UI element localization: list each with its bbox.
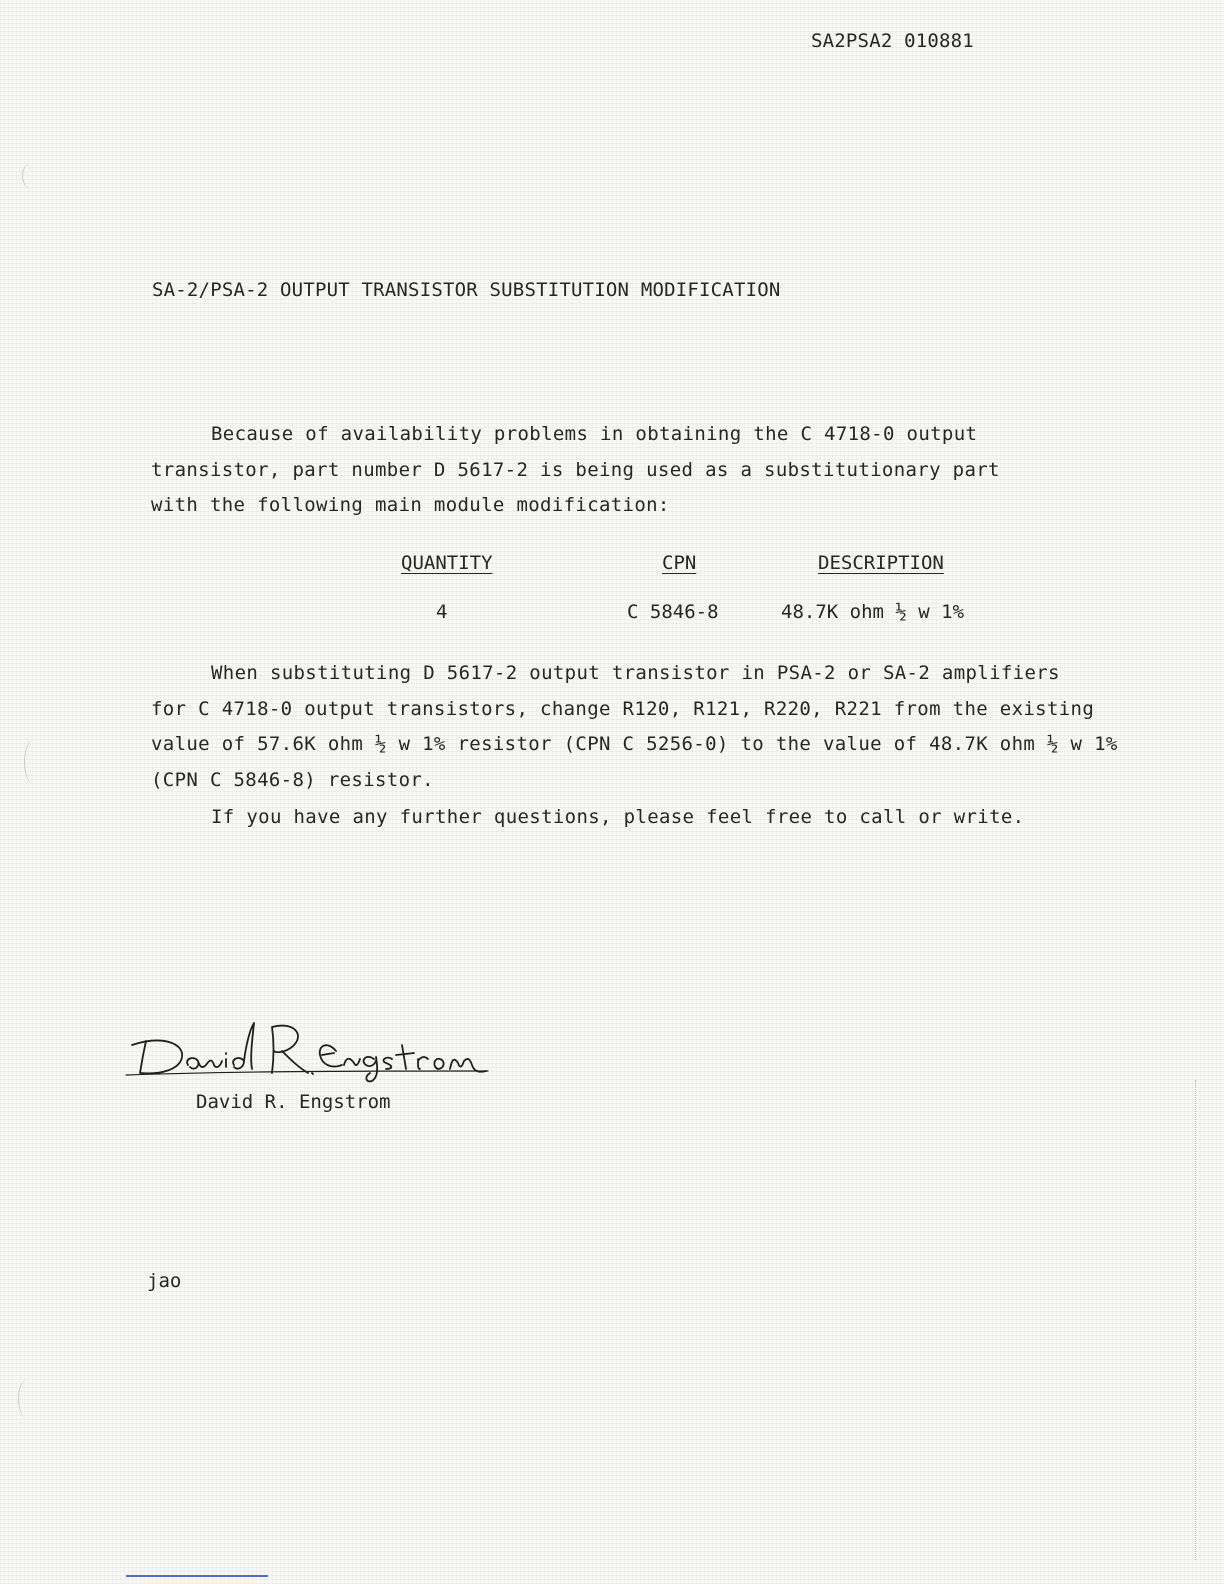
bottom-rule xyxy=(126,1575,268,1577)
paragraph-line: Because of availability problems in obtaining the C 4718-0 output xyxy=(211,423,978,445)
paragraph-line: (CPN C 5846-8) resistor. xyxy=(151,768,434,791)
paragraph-substitution xyxy=(151,656,1118,798)
column-header-cpn: CPN xyxy=(662,552,697,574)
paragraph-closing xyxy=(151,800,1024,836)
typist-initials: jao xyxy=(147,1270,182,1292)
punch-hole-mark xyxy=(24,740,43,784)
paragraph-line: If you have any further questions, please feel free to call or write. xyxy=(211,806,1025,828)
paragraph-line: with the following main module modification: xyxy=(151,494,670,516)
paragraph-line: value of 57.6K ohm ½ w 1% resistor (CPN C 5256-0) to the value of 48.7K ohm ½ w 1% xyxy=(151,733,1118,755)
signer-name: David R. Engstrom xyxy=(196,1091,391,1113)
document-title: SA-2/PSA-2 OUTPUT TRANSISTOR SUBSTITUTION MODIFICATION xyxy=(152,279,781,301)
paragraph-line: When substituting D 5617-2 output transistor in PSA-2 or SA-2 amplifiers xyxy=(211,662,1060,684)
page-edge xyxy=(1195,1080,1196,1560)
paragraph-availability xyxy=(151,417,1000,524)
punch-hole-mark xyxy=(22,163,41,189)
cell-description: 48.7K ohm ½ w 1% xyxy=(781,601,965,623)
document-code: SA2PSA2 010881 xyxy=(811,30,974,52)
paragraph-line: for C 4718-0 output transistors, change R120, R121, R220, R221 from the existing xyxy=(151,697,1095,720)
handwritten-signature xyxy=(122,1015,492,1085)
cell-cpn: C 5846-8 xyxy=(627,601,719,623)
cell-quantity: 4 xyxy=(436,601,448,623)
column-header-description: DESCRIPTION xyxy=(818,552,944,574)
paragraph-line: transistor, part number D 5617-2 is being used as a substitutionary part xyxy=(151,458,1000,481)
punch-hole-mark xyxy=(18,1380,35,1418)
column-header-quantity: QUANTITY xyxy=(401,552,493,574)
